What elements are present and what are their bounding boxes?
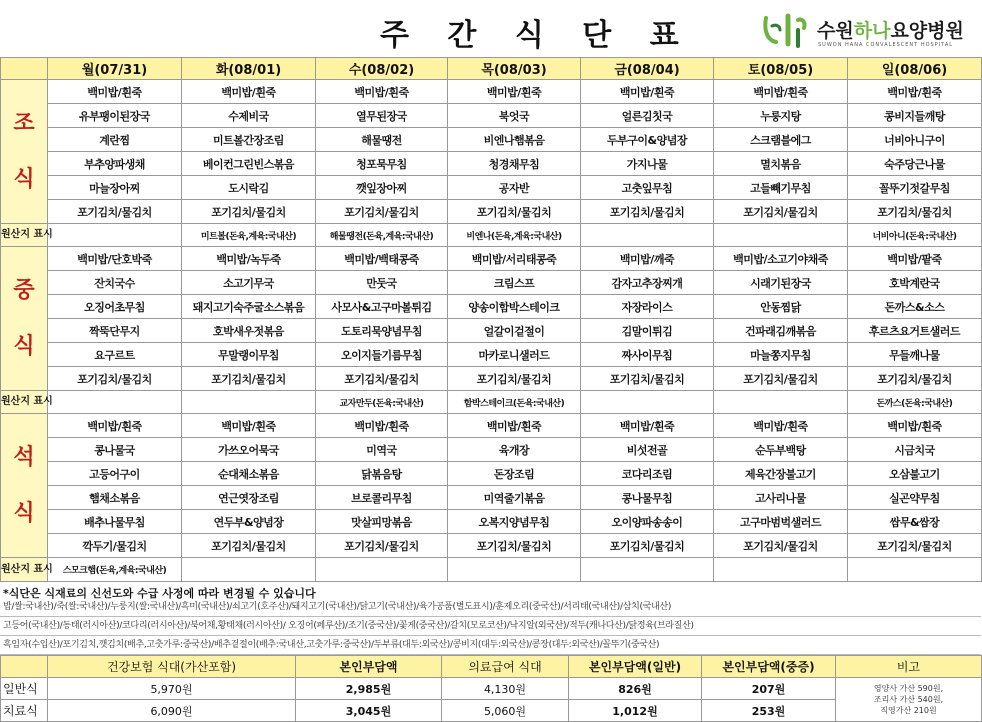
meal-body xyxy=(1,80,982,582)
origin-note xyxy=(48,224,182,247)
menu-item: 백미밥/단호박죽 xyxy=(48,247,182,271)
menu-item: 백미밥/흰죽 xyxy=(316,414,448,438)
menu-item: 코다리조림 xyxy=(581,462,714,486)
day-header: 토(08/05) xyxy=(714,58,848,80)
menu-item: 비엔나햄볶음 xyxy=(448,128,581,152)
menu-item: 백미밥/흰죽 xyxy=(182,414,316,438)
day-header: 월(07/31) xyxy=(48,58,182,80)
hospital-logo xyxy=(762,14,977,48)
menu-item: 청포묵무침 xyxy=(316,152,448,176)
menu-item: 청경채무침 xyxy=(448,152,581,176)
menu-item: 오이양파송송이 xyxy=(581,510,714,534)
origin-note xyxy=(182,558,316,582)
menu-item: 백미밥/흰죽 xyxy=(448,414,581,438)
menu-item: 포기김치/물김치 xyxy=(448,200,581,224)
price-header: 본인부담액(일반) xyxy=(569,656,702,678)
menu-row xyxy=(1,319,982,343)
meal-label: 석 식 xyxy=(1,414,48,558)
menu-item: 가쓰오어묵국 xyxy=(182,438,316,462)
menu-item: 미트볼간장조림 xyxy=(182,128,316,152)
price-value: 253원 xyxy=(702,700,836,722)
menu-row xyxy=(1,128,982,152)
menu-item: 햄채소볶음 xyxy=(48,486,182,510)
menu-item: 돈장조림 xyxy=(448,462,581,486)
price-row xyxy=(1,700,982,722)
menu-row xyxy=(1,247,982,271)
menu-row xyxy=(1,200,982,224)
menu-item: 오복지양념무침 xyxy=(448,510,581,534)
menu-item: 자장라이스 xyxy=(581,295,714,319)
origin-label: 원산지 표시 xyxy=(1,224,48,247)
menu-row xyxy=(1,510,982,534)
menu-item: 감자고추장찌개 xyxy=(581,271,714,295)
menu-item: 포기김치/물김치 xyxy=(581,200,714,224)
menu-item: 숙주당근나물 xyxy=(848,152,982,176)
menu-item: 백미밥/소고기야채죽 xyxy=(714,247,848,271)
menu-item: 요구르트 xyxy=(48,343,182,367)
menu-item: 마늘장아찌 xyxy=(48,176,182,200)
origin-line: 고등어(국내산)/동태(러시아산)/코다리(러시아산)/북어채,황태채(러시아산)/ 오징어(페루산)/조기(중국산)/꽃게(중국산)/갈치(모로코산)/낙지알(외국산)/적두(캐나다산)/닭정육(브라질산) xyxy=(0,617,981,636)
menu-item: 백미밥/팥죽 xyxy=(848,247,982,271)
meal-label: 중 식 xyxy=(1,247,48,391)
menu-item: 포기김치/물김치 xyxy=(48,367,182,391)
menu-item: 너비아니구이 xyxy=(848,128,982,152)
menu-item: 백미밥/흰죽 xyxy=(714,80,848,104)
menu-item: 포기김치/물김치 xyxy=(714,367,848,391)
menu-item: 오이지들기름무침 xyxy=(316,343,448,367)
origin-note xyxy=(581,224,714,247)
price-header: 본인부담액 xyxy=(296,656,442,678)
menu-item: 육개장 xyxy=(448,438,581,462)
menu-row xyxy=(1,80,982,104)
menu-item: 시금치국 xyxy=(848,438,982,462)
menu-item: 해물땡전 xyxy=(316,128,448,152)
menu-item: 백미밥/흰죽 xyxy=(581,414,714,438)
origin-note xyxy=(448,558,581,582)
meal-label: 조 식 xyxy=(1,80,48,224)
menu-item: 연근엿장조림 xyxy=(182,486,316,510)
menu-item: 스크램블에그 xyxy=(714,128,848,152)
menu-item: 백미밥/흰죽 xyxy=(848,80,982,104)
menu-item: 소고기무국 xyxy=(182,271,316,295)
menu-item: 마늘쫑지무침 xyxy=(714,343,848,367)
hospital-logo-icon xyxy=(762,14,810,48)
price-value: 2,985원 xyxy=(296,678,442,700)
page-title: 주 간 식 단 표 xyxy=(380,18,693,53)
menu-item: 쌈무&쌈장 xyxy=(848,510,982,534)
menu-item: 실곤약무침 xyxy=(848,486,982,510)
price-note: 영양사 가산 590원, 조리사 가산 540원, 직영가산 210원 xyxy=(836,678,982,722)
menu-item: 포기김치/물김치 xyxy=(316,200,448,224)
menu-item: 무말랭이무침 xyxy=(182,343,316,367)
menu-item: 배추나물무침 xyxy=(48,510,182,534)
origin-note xyxy=(182,391,316,414)
menu-item: 무들깨나물 xyxy=(848,343,982,367)
menu-item: 포기김치/물김치 xyxy=(182,534,316,558)
menu-item: 만둣국 xyxy=(316,271,448,295)
menu-item: 맛살피망볶음 xyxy=(316,510,448,534)
menu-item: 시래기된장국 xyxy=(714,271,848,295)
menu-item: 포기김치/물김치 xyxy=(448,367,581,391)
price-value: 1,012원 xyxy=(569,700,702,722)
price-value: 5,060원 xyxy=(442,700,569,722)
menu-item: 고등어구이 xyxy=(48,462,182,486)
origin-note: 함박스테이크(돈육:국내산) xyxy=(448,391,581,414)
menu-item: 고구마범벅샐러드 xyxy=(714,510,848,534)
origin-row xyxy=(1,558,982,582)
menu-item: 공자반 xyxy=(448,176,581,200)
menu-item: 얼른김칫국 xyxy=(581,104,714,128)
menu-row xyxy=(1,152,982,176)
menu-item: 두부구이&양념장 xyxy=(581,128,714,152)
price-header: 비고 xyxy=(836,656,982,678)
menu-item: 포기김치/물김치 xyxy=(581,367,714,391)
menu-item: 짝뚝단무지 xyxy=(48,319,182,343)
price-header: 건강보험 식대(가산포함) xyxy=(48,656,296,678)
menu-item: 닭볶음탕 xyxy=(316,462,448,486)
day-header: 화(08/01) xyxy=(182,58,316,80)
menu-item: 백미밥/깨죽 xyxy=(581,247,714,271)
menu-row xyxy=(1,367,982,391)
price-value: 3,045원 xyxy=(296,700,442,722)
menu-item: 비섯전골 xyxy=(581,438,714,462)
menu-item: 수제비국 xyxy=(182,104,316,128)
menu-item: 미역국 xyxy=(316,438,448,462)
origin-label: 원산지 표시 xyxy=(1,558,48,582)
menu-item: 포기김치/물김치 xyxy=(848,367,982,391)
price-row xyxy=(1,678,982,700)
menu-item: 오징어초무침 xyxy=(48,295,182,319)
menu-item: 백미밥/백태콩죽 xyxy=(316,247,448,271)
menu-item: 포기김치/물김치 xyxy=(714,200,848,224)
menu-item: 열무된장국 xyxy=(316,104,448,128)
price-value: 207원 xyxy=(702,678,836,700)
hospital-name-english: SUWON HANA CONVALESCENT HOSPITAL xyxy=(818,42,954,48)
menu-item: 순두부백탕 xyxy=(714,438,848,462)
menu-row xyxy=(1,486,982,510)
menu-item: 깻잎장아찌 xyxy=(316,176,448,200)
menu-item: 후르츠요거트샐러드 xyxy=(848,319,982,343)
origin-note: 스모크햄(돈육,계육:국내산) xyxy=(48,558,182,582)
menu-item: 백미밥/흰죽 xyxy=(714,414,848,438)
menu-item: 계란찜 xyxy=(48,128,182,152)
day-header: 수(08/02) xyxy=(316,58,448,80)
origin-note xyxy=(848,558,982,582)
menu-item: 백미밥/흰죽 xyxy=(581,80,714,104)
menu-item: 짜사이무침 xyxy=(581,343,714,367)
menu-item: 사모사&고구마볼튀김 xyxy=(316,295,448,319)
origin-label: 원산지 표시 xyxy=(1,391,48,414)
menu-row xyxy=(1,462,982,486)
menu-item: 꼴뚜기젓갈무침 xyxy=(848,176,982,200)
origin-note xyxy=(581,558,714,582)
menu-item: 포기김치/물김치 xyxy=(182,367,316,391)
menu-item: 백미밥/흰죽 xyxy=(448,80,581,104)
hospital-name: 수원하나요양병원 xyxy=(817,20,964,42)
menu-item: 포기김치/물김치 xyxy=(182,200,316,224)
menu-item: 연두부&양념장 xyxy=(182,510,316,534)
menu-item: 포기김치/물김치 xyxy=(848,200,982,224)
origin-note: 너비아니(돈육:국내산) xyxy=(848,224,982,247)
origin-note: 비엔나(돈육,계육:국내산) xyxy=(448,224,581,247)
menu-item: 포기김치/물김치 xyxy=(581,534,714,558)
menu-row xyxy=(1,271,982,295)
origin-note: 돈까스(돈육:국내산) xyxy=(848,391,982,414)
menu-item: 마카로니샐러드 xyxy=(448,343,581,367)
price-value: 4,130원 xyxy=(442,678,569,700)
origin-note xyxy=(316,558,448,582)
price-value: 826원 xyxy=(569,678,702,700)
origin-line: 밥/쌀:국내산)/죽(쌀:국내산)/누룽지(쌀:국내산)/흑미(국내산)/쇠고기(호주산)/돼지고기(국내산)/닭고기(국내산)/육가공품(별도표시)/훈제오리(중국산)/서리태(국내산)/삼치(국내산) xyxy=(0,598,981,617)
menu-item: 크림스프 xyxy=(448,271,581,295)
menu-item: 백미밥/흰죽 xyxy=(182,80,316,104)
menu-row xyxy=(1,414,982,438)
menu-item: 백미밥/흰죽 xyxy=(48,80,182,104)
menu-item: 백미밥/녹두죽 xyxy=(182,247,316,271)
day-header: 목(08/03) xyxy=(448,58,581,80)
origin-note: 교자만두(돈육:국내산) xyxy=(316,391,448,414)
menu-item: 오삼불고기 xyxy=(848,462,982,486)
menu-item: 백미밥/흰죽 xyxy=(48,414,182,438)
menu-row xyxy=(1,438,982,462)
origin-note xyxy=(714,558,848,582)
origin-row xyxy=(1,224,982,247)
menu-item: 콩비지들깨탕 xyxy=(848,104,982,128)
origin-note xyxy=(581,391,714,414)
menu-item: 돈까스&소스 xyxy=(848,295,982,319)
menu-item: 미역줄기볶음 xyxy=(448,486,581,510)
menu-item: 포기김치/물김치 xyxy=(714,534,848,558)
menu-item: 포기김치/물김치 xyxy=(448,534,581,558)
page-header xyxy=(0,0,981,57)
menu-row xyxy=(1,534,982,558)
price-value: 6,090원 xyxy=(48,700,296,722)
corner-cell xyxy=(1,58,48,80)
price-row-label: 일반식 xyxy=(1,678,48,700)
menu-change-notice: *식단은 식재료의 신선도와 수급 사정에 따라 변경될 수 있습니다 xyxy=(3,587,316,600)
menu-item: 백미밥/흰죽 xyxy=(848,414,982,438)
menu-item: 포기김치/물김치 xyxy=(48,200,182,224)
price-header-row xyxy=(1,656,982,678)
menu-item: 유부팽이된장국 xyxy=(48,104,182,128)
menu-item: 콩나물무침 xyxy=(581,486,714,510)
menu-item: 깍두기/물김치 xyxy=(48,534,182,558)
menu-row xyxy=(1,104,982,128)
meal-price-table xyxy=(0,655,982,722)
menu-item: 양송이함박스테이크 xyxy=(448,295,581,319)
menu-item: 북엇국 xyxy=(448,104,581,128)
menu-item: 포기김치/물김치 xyxy=(848,534,982,558)
menu-item: 건파래김깨볶음 xyxy=(714,319,848,343)
weekly-menu-table xyxy=(0,57,982,582)
origin-note xyxy=(714,391,848,414)
menu-item: 멸치볶음 xyxy=(714,152,848,176)
menu-item: 포기김치/물김치 xyxy=(316,534,448,558)
menu-item: 제육간장불고기 xyxy=(714,462,848,486)
menu-item: 돼지고기숙주굴소스볶음 xyxy=(182,295,316,319)
day-header: 일(08/06) xyxy=(848,58,982,80)
menu-item: 백미밥/흰죽 xyxy=(316,80,448,104)
origin-note xyxy=(714,224,848,247)
day-header-row xyxy=(1,58,982,80)
origin-line: 흑임자(수입산)/포기김치,깻김치(배추,고춧가루:중국산)/배추겉절이(배추:국내산,고춧가루:중국산)/두부류(대두:외국산)/콩비지(대두:외국산)/콩장(대두:외국산)/꼴뚜기(중국산) xyxy=(0,636,981,655)
menu-item: 고사리나물 xyxy=(714,486,848,510)
menu-item: 포기김치/물김치 xyxy=(316,367,448,391)
origin-row xyxy=(1,391,982,414)
menu-item: 부추양파생채 xyxy=(48,152,182,176)
origin-note: 해물땡전(돈육,계육:국내산) xyxy=(316,224,448,247)
origin-note: 미트볼(돈육,계육:국내산) xyxy=(182,224,316,247)
menu-item: 순대채소볶음 xyxy=(182,462,316,486)
menu-item: 베이컨그린빈스볶음 xyxy=(182,152,316,176)
menu-item: 호박새우젓볶음 xyxy=(182,319,316,343)
price-header: 본인부담액(중증) xyxy=(702,656,836,678)
day-header: 금(08/04) xyxy=(581,58,714,80)
price-header: 의료급여 식대 xyxy=(442,656,569,678)
menu-item: 얼갈이겉절이 xyxy=(448,319,581,343)
menu-row xyxy=(1,343,982,367)
menu-item: 김말이튀김 xyxy=(581,319,714,343)
menu-row xyxy=(1,176,982,200)
menu-item: 잔치국수 xyxy=(48,271,182,295)
price-row-label: 치료식 xyxy=(1,700,48,722)
origin-note xyxy=(48,391,182,414)
menu-item: 도토리묵양념무침 xyxy=(316,319,448,343)
menu-item: 도시락김 xyxy=(182,176,316,200)
menu-row xyxy=(1,295,982,319)
menu-item: 백미밥/서리태콩죽 xyxy=(448,247,581,271)
menu-item: 고들빼기무침 xyxy=(714,176,848,200)
menu-item: 가지나물 xyxy=(581,152,714,176)
price-corner xyxy=(1,656,48,678)
menu-item: 호박계란국 xyxy=(848,271,982,295)
menu-item: 브로콜리무침 xyxy=(316,486,448,510)
menu-item: 고춧잎무침 xyxy=(581,176,714,200)
price-value: 5,970원 xyxy=(48,678,296,700)
menu-item: 안동찜닭 xyxy=(714,295,848,319)
menu-item: 누룽지탕 xyxy=(714,104,848,128)
menu-item: 콩나물국 xyxy=(48,438,182,462)
